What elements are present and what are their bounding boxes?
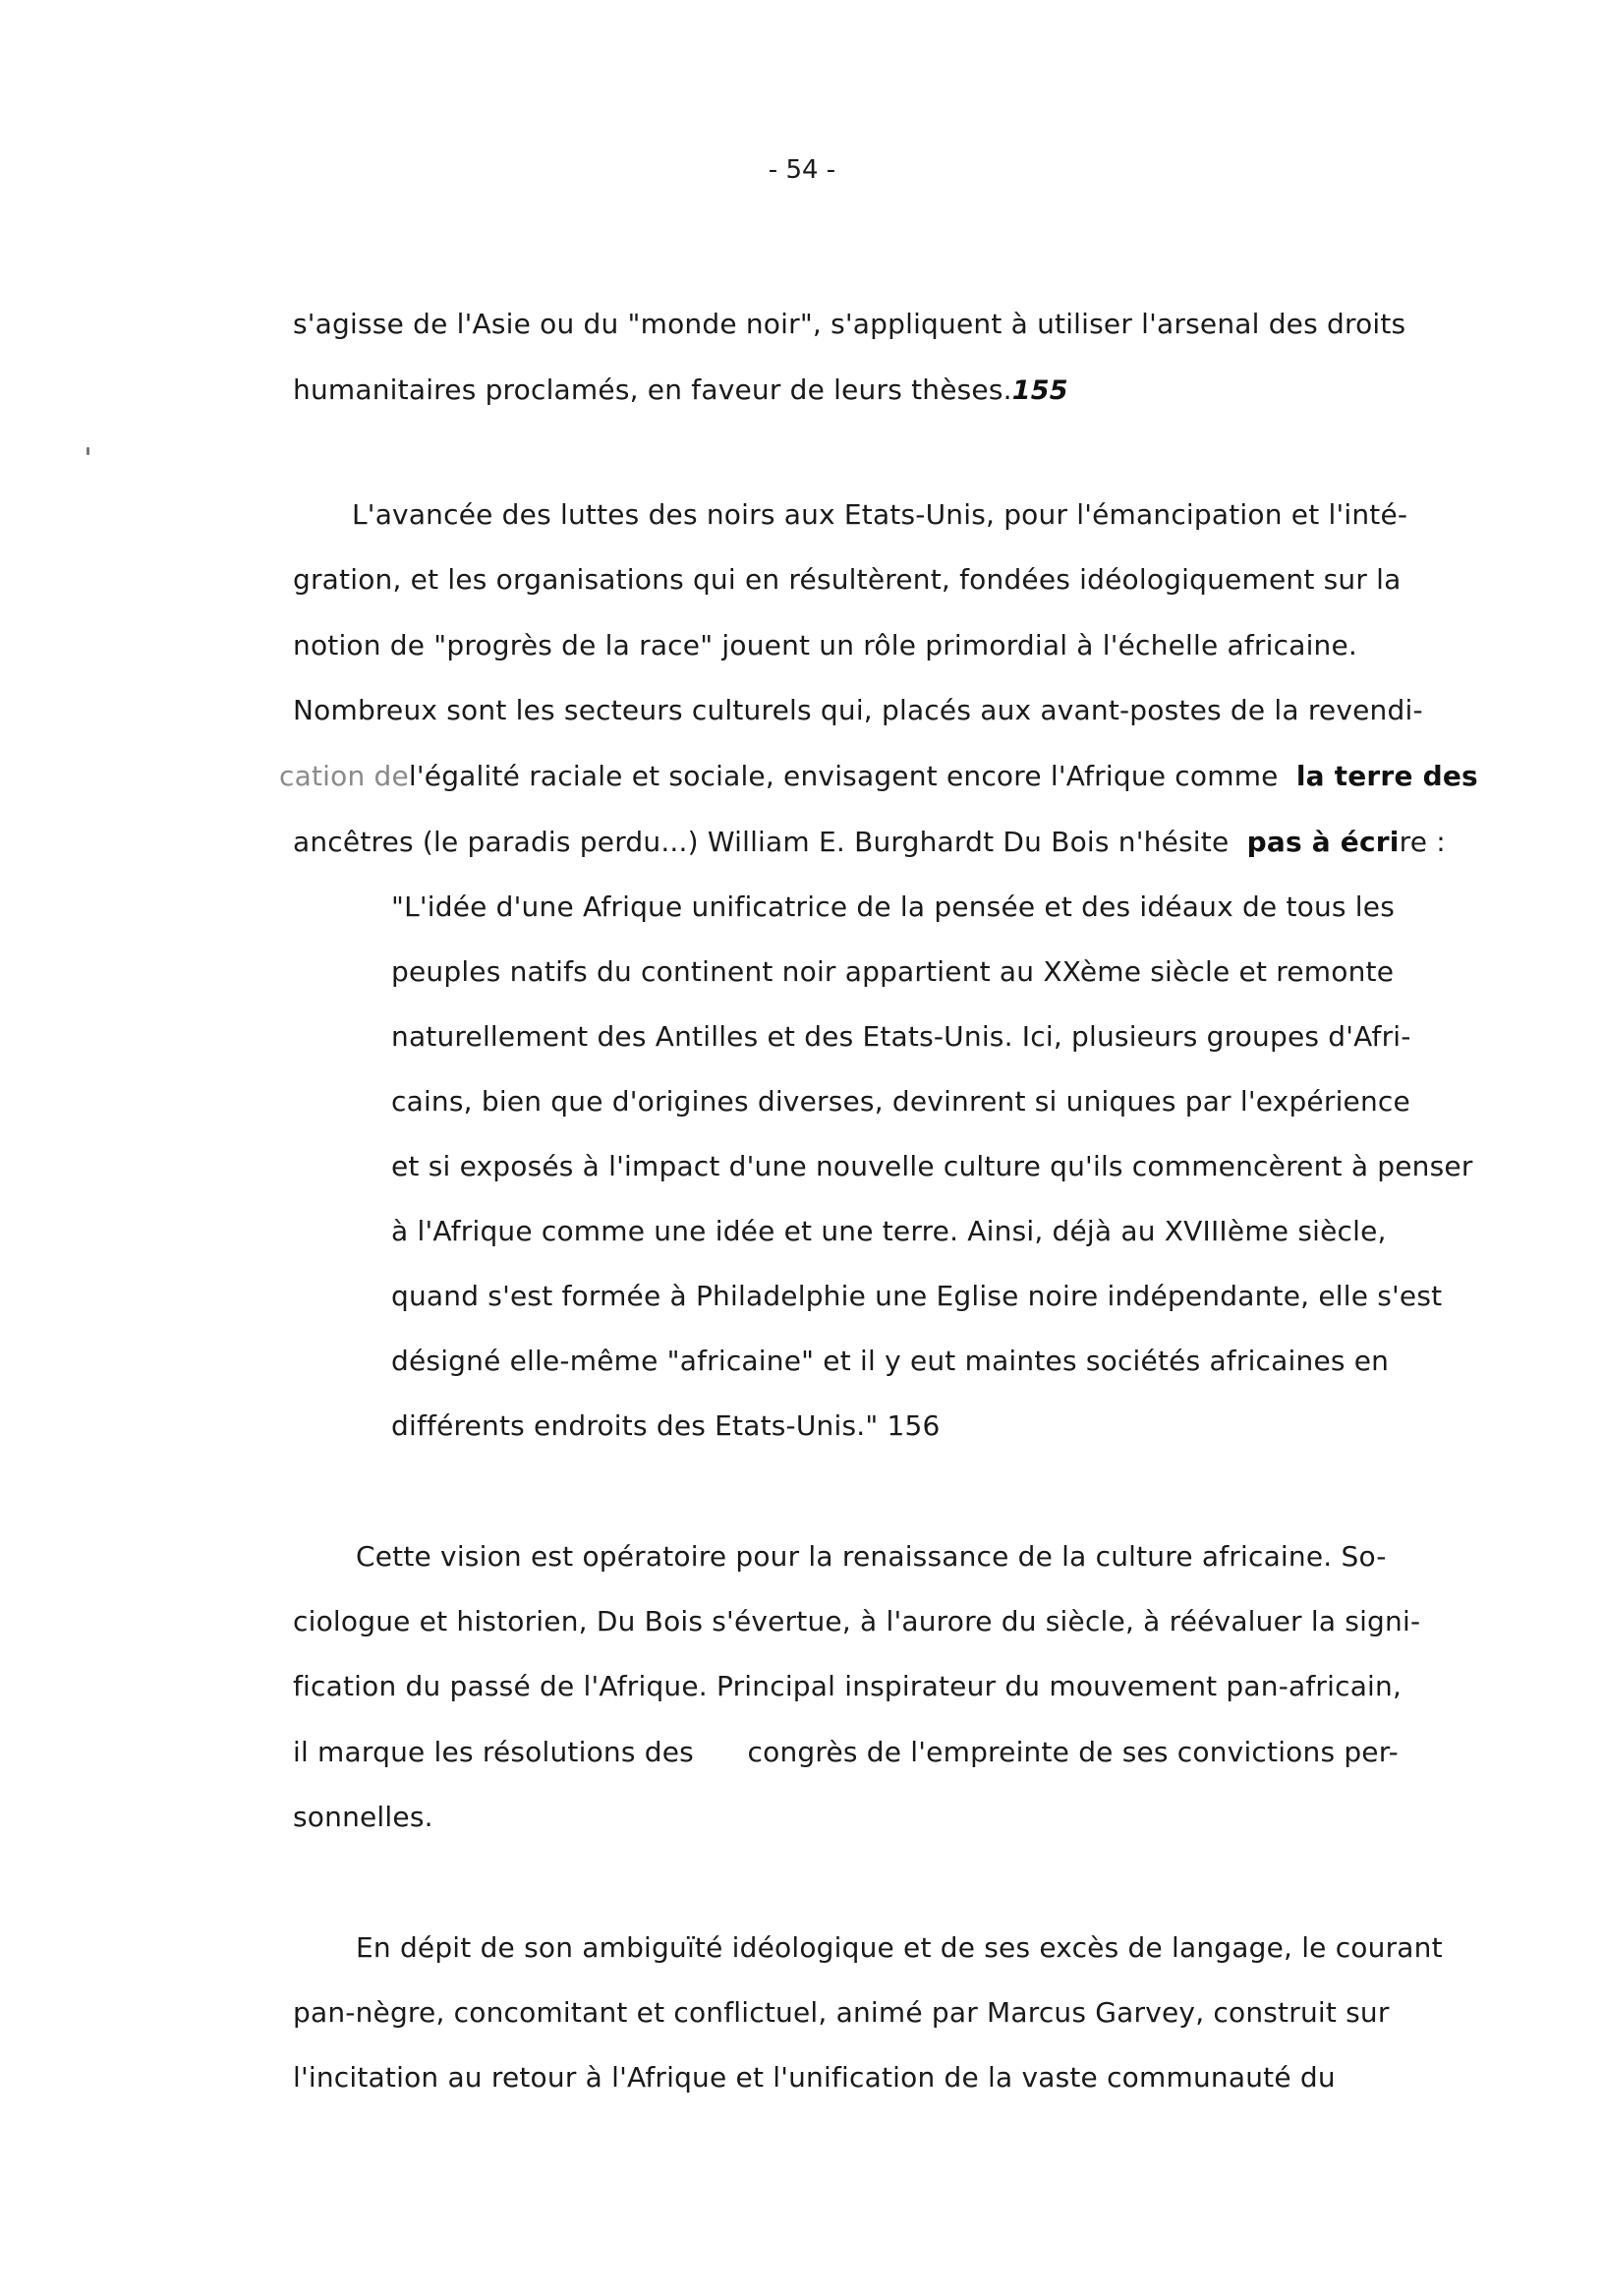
text-segment: l'égalité raciale et sociale, envisagent encore l'Afrique comme — [408, 760, 1279, 792]
text-line: fication du passé de l'Afrique. Principal inspirateur du mouvement pan-africain, — [293, 1670, 1403, 1702]
handwritten-annotation: la terre des — [1295, 760, 1478, 792]
quote-line: quand s'est formée à Philadelphie une Eglise noire indépendante, elle s'est — [391, 1280, 1443, 1312]
text-line: Nombreux sont les secteurs culturels qui, placés aux avant-postes de la revendi- — [293, 694, 1423, 726]
text-line: L'avancée des luttes des noirs aux Etats-Unis, pour l'émancipation et l'inté- — [352, 498, 1408, 531]
quote-line: peuples natifs du continent noir appartient au XXème siècle et remonte — [391, 955, 1395, 988]
text-segment: humanitaires proclamés, en faveur de leurs thèses. — [293, 373, 1012, 406]
text-line: notion de "progrès de la race" jouent un rôle primordial à l'échelle africaine. — [293, 629, 1358, 661]
text-line: l'incitation au retour à l'Afrique et l'unification de la vaste communauté du — [293, 2061, 1336, 2094]
page-number: - 54 - — [768, 155, 836, 185]
quote-line: naturellement des Antilles et des Etats-Unis. Ici, plusieurs groupes d'Afri- — [391, 1020, 1411, 1053]
quote-line: différents endroits des Etats-Unis." 156 — [391, 1409, 941, 1442]
quote-line: désigné elle-même "africaine" et il y eut maintes sociétés africaines en — [391, 1345, 1390, 1377]
text-line — [293, 373, 1068, 408]
text-line: s'agisse de l'Asie ou du "monde noir", s'appliquent à utiliser l'arsenal des droits — [293, 308, 1406, 340]
text-line: il marque les résolutions des congrès de l'empreinte de ses convictions per- — [293, 1736, 1399, 1768]
text-line: gration, et les organisations qui en résultèrent, fondées idéologiquement sur la — [293, 563, 1402, 596]
text-segment: re : — [1399, 826, 1446, 858]
scan-speck — [86, 447, 89, 455]
text-line: En dépit de son ambiguïté idéologique et de ses excès de langage, le courant — [356, 1931, 1443, 1964]
footnote-ref-155: 155 — [1011, 375, 1068, 406]
faded-text: cation de — [279, 760, 409, 792]
quote-line: "L'idée d'une Afrique unificatrice de la pensée et des idéaux de tous les — [391, 890, 1395, 923]
text-line — [279, 760, 1478, 793]
quote-line: cains, bien que d'origines diverses, devinrent si uniques par l'expérience — [391, 1085, 1410, 1118]
text-line — [293, 826, 1446, 859]
text-line: sonnelles. — [293, 1801, 433, 1833]
handwritten-annotation: pas à écri — [1246, 826, 1400, 858]
text-line: ciologue et historien, Du Bois s'évertue, à l'aurore du siècle, à réévaluer la signi- — [293, 1605, 1421, 1637]
quote-line: et si exposés à l'impact d'une nouvelle culture qu'ils commencèrent à penser — [391, 1150, 1473, 1182]
text-segment: ancêtres (le paradis perdu...) William E. Burghardt Du Bois n'hésite — [293, 826, 1230, 858]
text-line: Cette vision est opératoire pour la renaissance de la culture africaine. So- — [356, 1540, 1387, 1573]
quote-line: à l'Afrique comme une idée et une terre. Ainsi, déjà au XVIIIème siècle, — [391, 1215, 1387, 1247]
text-line: pan-nègre, concomitant et conflictuel, animé par Marcus Garvey, construit sur — [293, 1996, 1390, 2029]
